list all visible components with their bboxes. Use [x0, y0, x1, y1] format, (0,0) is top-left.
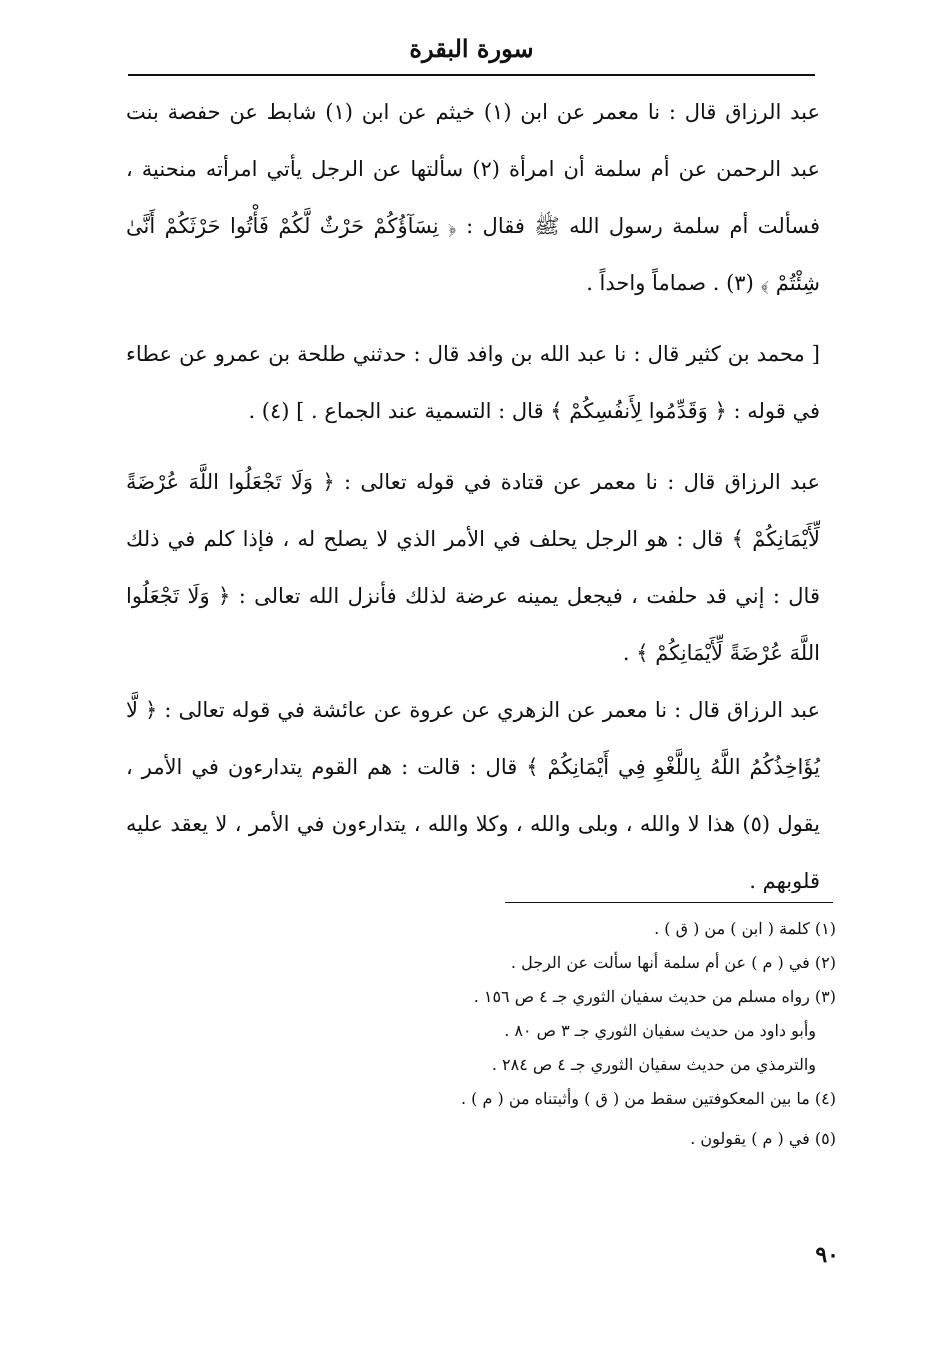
- footnote-4: (٤) ما بين المعكوفتين سقط من ( ق ) وأثبتناه من ( م ) .: [461, 1089, 836, 1108]
- footnote-2: (٢) في ( م ) عن أم سلمة أنها سألت عن الرجل .: [510, 953, 836, 972]
- page-number: ٩٠: [815, 1242, 839, 1268]
- footnote-3: (٣) رواه مسلم من حديث سفيان الثوري جـ ٤ ص ١٥٦ .: [473, 987, 836, 1006]
- footnotes: [126, 912, 836, 1156]
- footnote-3-continuation: وأبو داود من حديث سفيان الثوري جـ ٣ ص ٨٠ .: [504, 1021, 816, 1040]
- footnote-1: (١) كلمة ( ابن ) من ( ق ) .: [654, 919, 836, 938]
- main-text: [126, 84, 820, 910]
- header-divider: [128, 74, 815, 76]
- footnote-divider: [505, 902, 833, 903]
- paragraph-2: [ محمد بن كثير قال : نا عبد الله بن وافد قال : حدثني طلحة بن عمرو عن عطاء في قوله : ﴿ وَقَدِّمُوا لِأَنفُسِكُمْ ﴾ قال : التسمية عند الجماع . ] (٤) .: [126, 342, 820, 423]
- paragraph-3: عبد الرزاق قال : نا معمر عن قتادة في قوله تعالى : ﴿ وَلَا تَجْعَلُوا اللَّهَ عُرْضَةً لِّأَيْمَانِكُمْ ﴾ قال : هو الرجل يحلف في الأمر الذي لا يصلح له ، فإذا كلم في ذلك قال : إني قد حلفت ، فيجعل يمينه عرضة لذلك فأنزل الله تعالى : ﴿ وَلَا تَجْعَلُوا اللَّهَ عُرْضَةً لِّأَيْمَانِكُمْ ﴾ .: [126, 470, 820, 665]
- page-title: سورة البقرة: [409, 34, 534, 63]
- footnote-5: (٥) في ( م ) يقولون .: [690, 1129, 836, 1148]
- footnote-3-continuation: والترمذي من حديث سفيان الثوري جـ ٤ ص ٢٨٤ .: [491, 1055, 816, 1074]
- paragraph-1: عبد الرزاق قال : نا معمر عن ابن (١) خيثم عن ابن (١) شابط عن حفصة بنت عبد الرحمن عن أم سلمة أن امرأة (٢) سألتها عن الرجل يأتي امرأته منحنية ، فسألت أم سلمة رسول الله ﷺ فقال : ﴿ نِسَآؤُكُمْ حَرْثٌ لَّكُمْ فَأْتُوا حَرْثَكُمْ أَنَّىٰ شِئْتُمْ ﴾ (٣) . صماماً واحداً .: [126, 100, 820, 295]
- paragraph-4: عبد الرزاق قال : نا معمر عن الزهري عن عروة عن عائشة في قوله تعالى : ﴿ لَّا يُؤَاخِذُكُمُ اللَّهُ بِاللَّغْوِ فِي أَيْمَانِكُمْ ﴾ قال : قالت : هم القوم يتدارءون في الأمر ، يقول (٥) هذا لا والله ، وبلى والله ، وكلا والله ، يتدارءون في الأمر ، لا يعقد عليه قلوبهم .: [126, 698, 820, 893]
